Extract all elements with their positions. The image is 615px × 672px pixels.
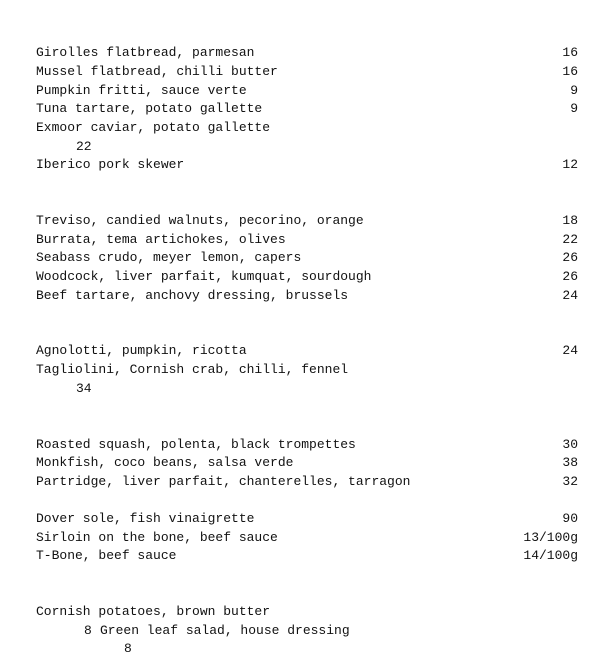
menu-item-name: Tuna tartare, potato gallette <box>36 101 263 116</box>
menu-item-name: Iberico pork skewer <box>36 157 185 172</box>
menu-item-price: 12 <box>562 157 578 172</box>
menu-item-name: T-Bone, beef sauce <box>36 548 177 563</box>
menu-item-price: 16 <box>562 45 578 60</box>
menu-item-name: Pumpkin fritti, sauce verte <box>36 83 247 98</box>
menu-item-price: 26 <box>562 250 578 265</box>
menu-item-price: 30 <box>562 437 578 452</box>
menu-item-name: Dover sole, fish vinaigrette <box>36 511 255 526</box>
menu-item-price: 9 <box>570 83 578 98</box>
menu-item-name: Seabass crudo, meyer lemon, capers <box>36 250 302 265</box>
menu-item-price: 34 <box>76 381 92 396</box>
menu-item-price: 22 <box>76 139 92 154</box>
menu-item-name: Sirloin on the bone, beef sauce <box>36 530 278 545</box>
menu-item-name: Green leaf salad, house dressing <box>100 623 350 638</box>
menu-item-name: Roasted squash, polenta, black trompettes <box>36 437 356 452</box>
menu-item-name: Burrata, tema artichokes, olives <box>36 232 286 247</box>
menu-item-price: 24 <box>562 343 578 358</box>
menu-item-name: Girolles flatbread, parmesan <box>36 45 255 60</box>
menu-item-price: 13/100g <box>523 530 578 545</box>
menu-item-name: Tagliolini, Cornish crab, chilli, fennel <box>36 362 349 377</box>
menu-item-price: 9 <box>570 101 578 116</box>
menu-item-name: Agnolotti, pumpkin, ricotta <box>36 343 247 358</box>
menu-item-price: 8 <box>84 623 92 638</box>
menu-item-price: 90 <box>562 511 578 526</box>
menu-item-price: 32 <box>562 474 578 489</box>
menu-item-price: 26 <box>562 269 578 284</box>
menu-item-name: Monkfish, coco beans, salsa verde <box>36 455 294 470</box>
menu-item-name: Woodcock, liver parfait, kumquat, sourdough <box>36 269 372 284</box>
menu-item-name: Partridge, liver parfait, chanterelles, tarragon <box>36 474 411 489</box>
menu-item-price: 38 <box>562 455 578 470</box>
menu-item-name: Cornish potatoes, brown butter <box>36 604 271 619</box>
menu-item-name: Beef tartare, anchovy dressing, brussels <box>36 288 349 303</box>
menu-item-name: Exmoor caviar, potato gallette <box>36 120 271 135</box>
menu-item-price: 14/100g <box>523 548 578 563</box>
menu-item-price: 8 <box>124 641 132 656</box>
menu-item-price: 24 <box>562 288 578 303</box>
menu-item-price: 22 <box>562 232 578 247</box>
menu-item-price: 16 <box>562 64 578 79</box>
menu-item-name: Mussel flatbread, chilli butter <box>36 64 278 79</box>
menu-item-price: 18 <box>562 213 578 228</box>
menu-item-name: Treviso, candied walnuts, pecorino, orange <box>36 213 364 228</box>
